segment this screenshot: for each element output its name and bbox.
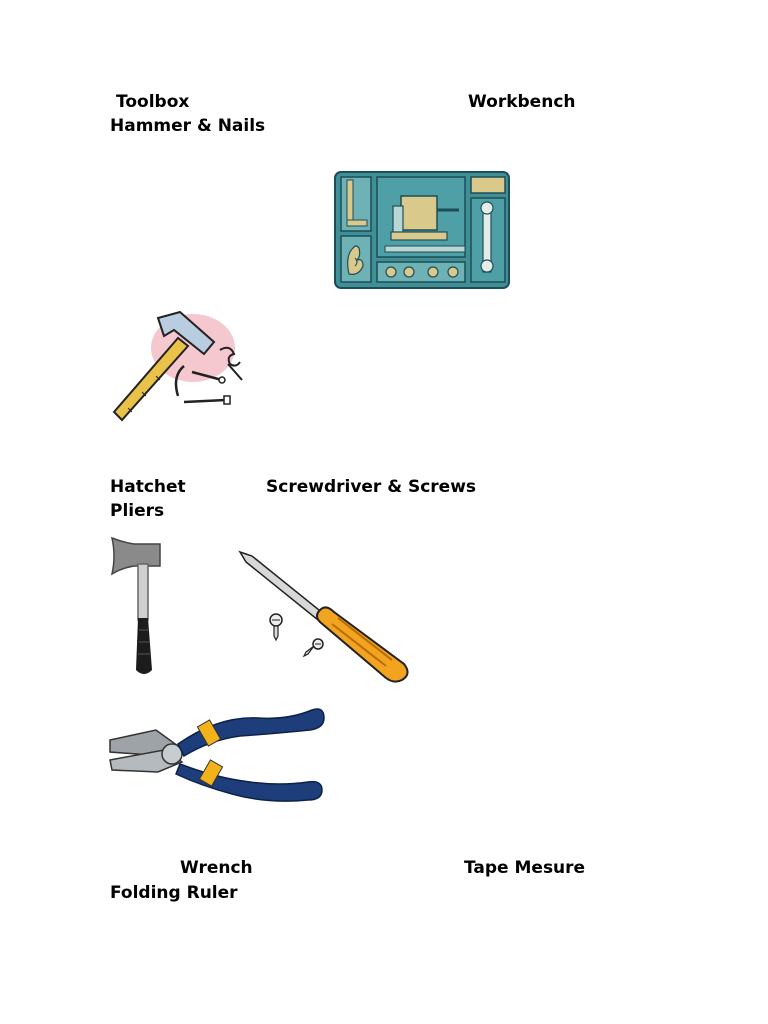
label-hammer-nails: Hammer & Nails bbox=[110, 116, 266, 136]
label-toolbox: Toolbox bbox=[116, 92, 190, 112]
label-screwdriver-screws: Screwdriver & Screws bbox=[266, 477, 477, 497]
screwdriver-screws-image bbox=[238, 548, 410, 684]
label-pliers: Pliers bbox=[110, 501, 165, 521]
pliers-icon bbox=[108, 700, 326, 804]
hammer-icon bbox=[108, 308, 253, 423]
label-hatchet: Hatchet bbox=[110, 477, 186, 497]
hammer-nails-image bbox=[108, 308, 253, 423]
label-tape-measure: Tape Mesure bbox=[464, 858, 586, 878]
hatchet-icon bbox=[108, 536, 168, 678]
workbench-icon bbox=[333, 170, 511, 290]
screwdriver-icon bbox=[238, 548, 410, 684]
pliers-image bbox=[108, 700, 326, 804]
hatchet-image bbox=[108, 536, 168, 678]
screw-1-icon bbox=[270, 614, 282, 640]
label-folding-ruler: Folding Ruler bbox=[110, 883, 238, 903]
label-wrench: Wrench bbox=[180, 858, 253, 878]
screw-2-icon bbox=[304, 639, 323, 656]
workbench-image bbox=[333, 170, 511, 290]
label-workbench: Workbench bbox=[468, 92, 576, 112]
